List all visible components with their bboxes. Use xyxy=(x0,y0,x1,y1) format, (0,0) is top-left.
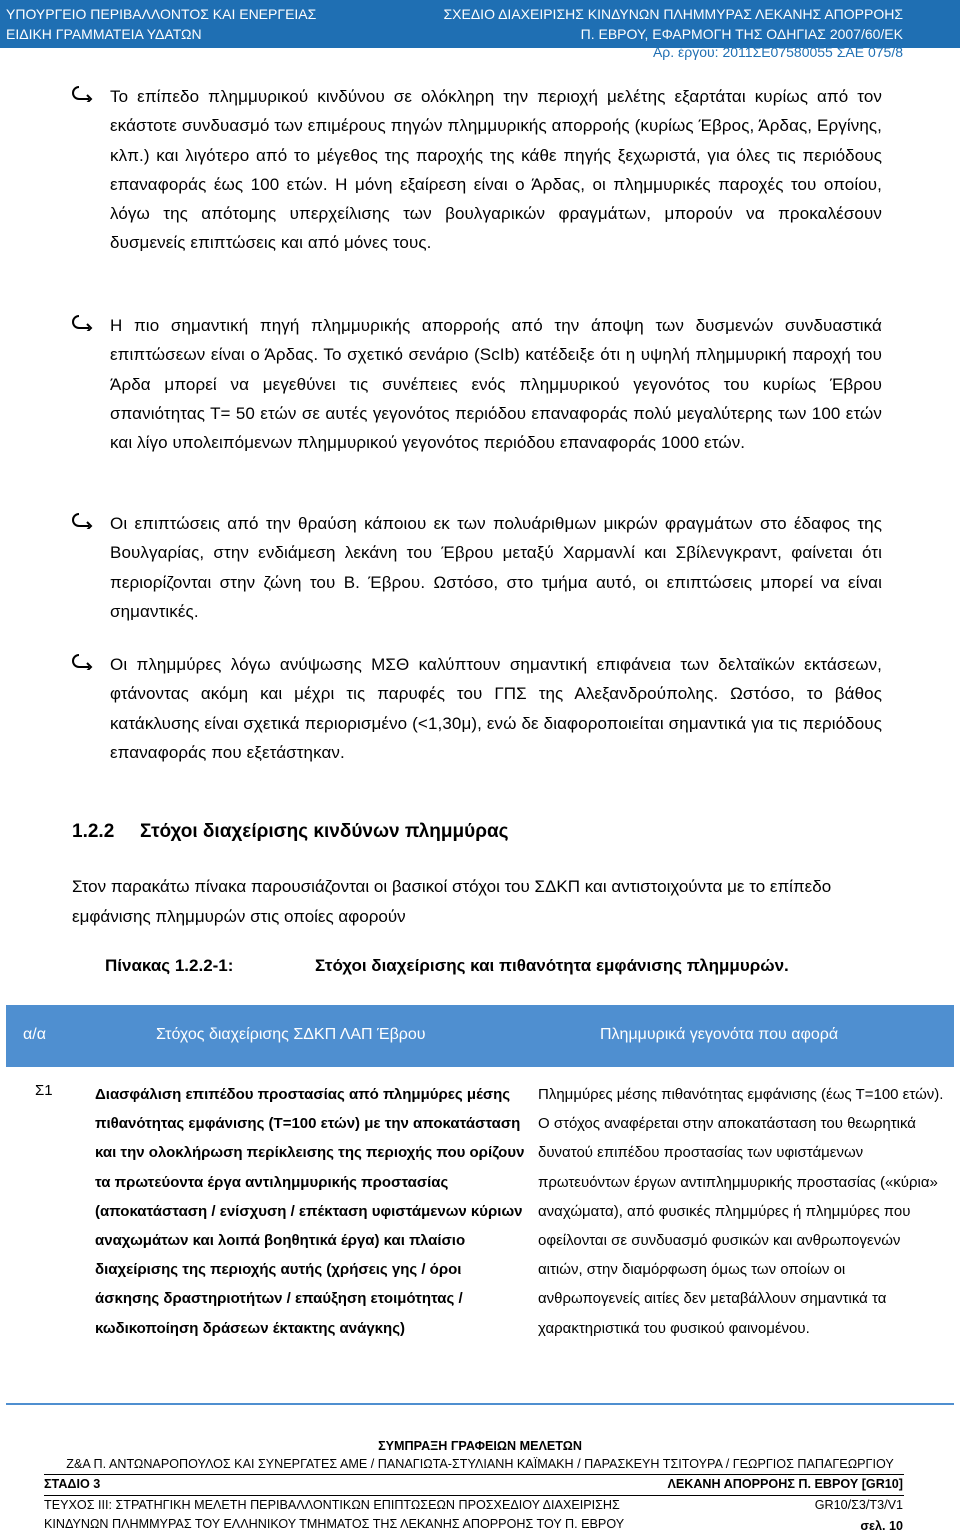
col-header-number: α/α xyxy=(23,1026,46,1043)
footer-divider xyxy=(44,1474,904,1475)
page-header xyxy=(0,0,960,60)
curved-arrow-icon xyxy=(70,313,94,331)
footer-volume-line2: ΚΙΝΔΥΝΩΝ ΠΛΗΜΜΥΡΑΣ ΤΟΥ ΕΛΛΗΝΙΚΟΥ ΤΜΗΜΑΤΟΣ ΤΗΣ ΛΕΚΑΝΗΣ ΑΠΟΡΡΟΗΣ ΤΟΥ Π. ΕΒΡΟΥ xyxy=(44,1517,625,1531)
row-id: Σ1 xyxy=(35,1082,53,1099)
curved-arrow-icon xyxy=(70,652,94,670)
footer-basin: ΛΕΚΑΝΗ ΑΠΟΡΡΟΗΣ Π. ΕΒΡΟΥ [GR10] xyxy=(667,1477,903,1491)
bullet-text: Το επίπεδο πλημμυρικού κινδύνου σε ολόκληρη την περιοχή μελέτης εξαρτάται κυρίως από τον εκάστοτε συνδυασμό των επιμέρους πηγών πλημμυρικής απορροής (κυρίως Έβρος, Άρδας, Εργίνης, κλπ.) και λιγότερο από το μέγεθος της παροχής της κάθε πηγής ξεχωριστά, για όλες τις περιόδους επαναφοράς έως 100 ετών. Η μόνη εξαίρεση είναι ο Άρδας, οι πλημμυρικές παροχές του οποίου, λόγω της απότομης υπερχείλισης των βουλγαρικών φραγμάτων, μπορούν να προκαλέσουν δυσμενείς επιπτώσεις και από μόνες τους. xyxy=(110,87,882,253)
bullet-item xyxy=(110,509,882,626)
footer-divider xyxy=(44,1495,904,1496)
bullet-text: Οι επιπτώσεις από την θραύση κάποιου εκ των πολυάριθμων μικρών φραγμάτων στο έδαφος της Βουλγαρίας, στην ενδιάμεση λεκάνη του Έβρου μεταξύ Χαρμανλί και Σβίλενγκραντ, φαίνεται ότι περιορίζονται στην ζώνη του Β. Έβρου. Ωστόσο, στο τμήμα αυτό, οι επιπτώσεις μπορεί να είναι σημαντικές. xyxy=(110,514,882,621)
bullet-item xyxy=(110,650,882,767)
footer-volume-line1: ΤΕΥΧΟΣ III: ΣΤΡΑΤΗΓΙΚΗ ΜΕΛΕΤΗ ΠΕΡΙΒΑΛΛΟΝΤΙΚΩΝ ΕΠΙΠΤΩΣΕΩΝ ΠΡΟΣΧΕΔΙΟΥ ΔΙΑΧΕΙΡΙΣΗΣ xyxy=(44,1498,620,1512)
table-caption-title: Στόχοι διαχείρισης και πιθανότητα εμφάνισης πλημμυρών. xyxy=(315,956,789,975)
bullet-item xyxy=(110,311,882,457)
footer-consortium: ΣΥΜΠΡΑΞΗ ΓΡΑΦΕΙΩΝ ΜΕΛΕΤΩΝ xyxy=(378,1439,582,1453)
intro-paragraph: Στον παρακάτω πίνακα παρουσιάζονται οι βασικοί στόχοι του ΣΔΚΠ και αντιστοιχούντα με το επίπεδο εμφάνισης πλημμυρών στις οποίες αφορούν xyxy=(72,877,832,926)
curved-arrow-icon xyxy=(70,84,94,102)
table-row xyxy=(6,1065,954,1405)
curved-arrow-icon xyxy=(70,511,94,529)
header-ministry: ΥΠΟΥΡΓΕΙΟ ΠΕΡΙΒΑΛΛΟΝΤΟΣ ΚΑΙ ΕΝΕΡΓΕΙΑΣ xyxy=(6,6,317,22)
footer-page-number: σελ. 10 xyxy=(860,1519,903,1533)
header-directive: Π. ΕΒΡΟΥ, ΕΦΑΡΜΟΓΗ ΤΗΣ ΟΔΗΓΙΑΣ 2007/60/ΕΚ xyxy=(580,26,903,42)
objectives-table xyxy=(6,1005,954,1405)
footer-partners: Ζ&Α Π. ΑΝΤΩΝΑΡΟΠΟΥΛΟΣ ΚΑΙ ΣΥΝΕΡΓΑΤΕΣ ΑΜΕ / ΠΑΝΑΓΙΩΤΑ-ΣΤΥΛΙΑΝΗ ΚΑΪΜΑΚΗ / ΠΑΡΑΣΚΕΥΗ ΤΣΙΤΟΥΡΑ / ΓΕΩΡΓΙΟΣ ΠΑΠΑΓΕΩΡΓΙΟΥ xyxy=(66,1457,894,1471)
footer-stage: ΣΤΑΔΙΟ 3 xyxy=(44,1477,101,1491)
bullet-item xyxy=(110,82,882,258)
bullet-text: Η πιο σημαντική πηγή πλημμυρικής απορροής από την άποψη των δυσμενών συνδυαστικά επιπτώσεων είναι ο Άρδας. Το σχετικό σενάριο (ScIb) κατέδειξε ότι η υψηλή πλημμυρική παροχή του Άρδα μπορεί να μεγεθύνει τις συνέπειες ενός πλημμυρικού γεγονότος του κυρίως Έβρου σπανιότητας Τ= 50 ετών σε αυτές γεγονότος περιόδου επαναφοράς πολύ μεγαλύτερης των 100 ετών και λίγο υπολειπόμενων πλημμυρικού γεγονότος περιόδου επαναφοράς 1000 ετών. xyxy=(110,316,882,453)
page-footer xyxy=(0,1432,960,1540)
row-events: Πλημμύρες μέσης πιθανότητας εμφάνισης (έως Τ=100 ετών). Ο στόχος αναφέρεται στην αποκατάσταση του θεωρητικά δυνατού επιπέδου προστασίας των υφιστάμενων πρωτευόντων έργων αντιπλημμυρικής προστασίας («κύρια» αναχώματα), από φυσικές πλημμύρες ή πλημμύρες που οφείλονται σε συνδυασμό φυσικών και ανθρωπογενών αιτιών, στην διαμόρφωση όμως των οποίων οι ανθρωπογενείς αιτίες δεν μεταβάλλουν σημαντικά τα χαρακτηριστικά του φυσικού φαινομένου. xyxy=(538,1086,944,1337)
header-plan-title: ΣΧΕΔΙΟ ΔΙΑΧΕΙΡΙΣΗΣ ΚΙΝΔΥΝΩΝ ΠΛΗΜΜΥΡΑΣ ΛΕΚΑΝΗΣ ΑΠΟΡΡΟΗΣ xyxy=(443,6,903,22)
row-objective: Διασφάλιση επιπέδου προστασίας από πλημμύρες μέσης πιθανότητας εμφάνισης (Τ=100 ετών) με την αποκατάσταση και την ολοκλήρωση περίκλεισης της περιοχής που ορίζουν τα πρωτεύοντα έργα αντιλημμυρικής προστασίας (αποκατάσταση / ενίσχυση / επέκταση υφιστάμενων κύριων αναχωμάτων και λοιπά βοηθητικά έργα) και πλαίσιο διαχείρισης της περιοχής αυτής (χρήσεις γης / όροι άσκησης δραστηριοτήτων / επαύξηση ετοιμότητας / κωδικοποίηση δράσεων έκτακτης ανάγκης) xyxy=(95,1086,525,1337)
section-number: 1.2.2 xyxy=(72,821,115,842)
section-title: Στόχοι διαχείρισης κινδύνων πλημμύρας xyxy=(140,821,509,842)
table-header xyxy=(6,1005,954,1065)
header-secretariat: ΕΙΔΙΚΗ ΓΡΑΜΜΑΤΕΙΑ ΥΔΑΤΩΝ xyxy=(6,26,202,42)
col-header-objective: Στόχος διαχείρισης ΣΔΚΠ ΛΑΠ Έβρου xyxy=(156,1026,426,1043)
footer-code: GR10/Σ3/Τ3/V1 xyxy=(814,1498,903,1512)
bullet-text: Οι πλημμύρες λόγω ανύψωσης ΜΣΘ καλύπτουν σημαντική επιφάνεια των δελταϊκών εκτάσεων, φτάνοντας ακόμη και μέχρι τις παρυφές του ΓΠΣ της Αλεξανδρούπολης. Ωστόσο, το βάθος κατάκλυσης είναι σχετικά περιορισμένο (<1,30μ), ενώ δε διαφοροποιείται σημαντικά για τις περιόδους επαναφοράς που εξετάστηκαν. xyxy=(110,655,882,762)
col-header-events: Πλημμυρικά γεγονότα που αφορά xyxy=(600,1026,839,1043)
table-caption-label: Πίνακας 1.2.2-1: xyxy=(105,956,234,975)
header-project-number: Αρ. έργου: 2011ΣΕ07580055 ΣΑΕ 075/8 xyxy=(652,44,903,60)
